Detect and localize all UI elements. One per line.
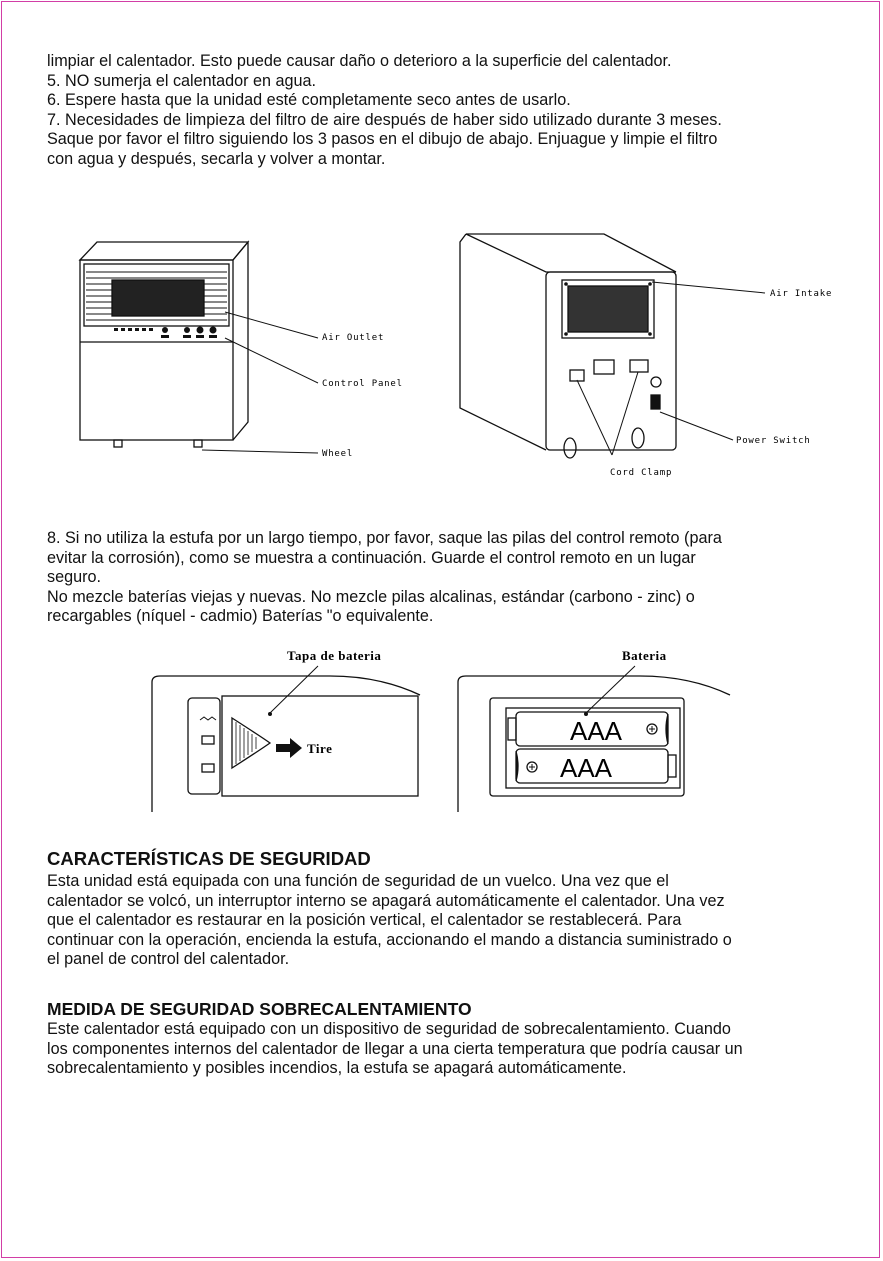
- wheel-label: Wheel: [322, 449, 354, 459]
- intro-line: 5. NO sumerja el calentador en agua.: [47, 71, 317, 90]
- battery-line: seguro.: [47, 568, 101, 586]
- air-outlet-label: Air Outlet: [322, 333, 385, 343]
- power-switch-label: Power Switch: [736, 436, 811, 446]
- safety-heading: CARACTERÍSTICAS DE SEGURIDAD: [47, 848, 371, 869]
- intro-line: Saque por favor el filtro siguiendo los 3 pasos en el dibujo de abajo. Enjuague y limpie el filtro: [47, 130, 718, 148]
- control-panel-label: Control Panel: [322, 379, 403, 389]
- intro-paragraph: [47, 52, 847, 169]
- safety-line: que el calentador es restaurar en la posición vertical, el calentador se restablecerá. Para: [47, 911, 682, 929]
- safety-line: Esta unidad está equipada con una función de seguridad de un vuelco. Una vez que el: [47, 872, 669, 890]
- cord-clamp-label: Cord Clamp: [610, 468, 673, 478]
- battery-paragraph: [47, 529, 847, 627]
- air-intake-label: Air Intake: [770, 289, 833, 299]
- intro-line: limpiar el calentador. Esto puede causar daño o deterioro a la superficie del calentador.: [47, 52, 672, 70]
- safety-line: continuar con la operación, encienda la estufa, accionando el mando a distancia suministrado o: [47, 930, 732, 949]
- heater-front-illustration: [80, 242, 248, 447]
- overheat-heading: MEDIDA DE SEGURIDAD SOBRECALENTAMIENTO: [47, 999, 472, 1019]
- heater-back-illustration: [460, 234, 676, 458]
- overheat-line: los componentes internos del calentador de llegar a una cierta temperatura que podría causar un: [47, 1039, 743, 1058]
- pull-label: Tire: [307, 741, 333, 756]
- battery-line: recargables (níquel - cadmio) Baterías "o equivalente.: [47, 607, 434, 625]
- heater-diagram: [0, 220, 883, 490]
- remote-with-cover: [152, 676, 420, 812]
- intro-line: 7. Necesidades de limpieza del filtro de aire después de haber sido utilizado durante 3 meses.: [47, 110, 722, 129]
- battery-cover-label: Tapa de bateria: [287, 648, 382, 663]
- safety-paragraph: [47, 872, 847, 970]
- battery-line: No mezcle baterías viejas y nuevas. No mezcle pilas alcalinas, estándar (carbono - zinc) o: [47, 587, 695, 606]
- battery-label: Bateria: [622, 648, 667, 663]
- battery-line: evitar la corrosión), como se muestra a continuación. Guarde el control remoto en un lugar: [47, 548, 696, 567]
- intro-line: con agua y después, secarla y volver a montar.: [47, 149, 386, 168]
- battery-type-bottom: AAA: [560, 753, 613, 783]
- overheat-paragraph: [47, 1020, 847, 1079]
- safety-line: calentador se volcó, un interruptor interno se apagará automáticamente el calentador. Una vez: [47, 891, 725, 910]
- overheat-line: sobrecalentamiento y posibles incendios, la estufa se apagará automáticamente.: [47, 1059, 627, 1077]
- safety-line: el panel de control del calentador.: [47, 950, 290, 968]
- battery-type-top: AAA: [570, 716, 623, 746]
- battery-line: 8. Si no utiliza la estufa por un largo tiempo, por favor, saque las pilas del control remoto (para: [47, 529, 722, 547]
- remote-battery-diagram: [0, 640, 883, 825]
- intro-line: 6. Espere hasta que la unidad esté completamente seco antes de usarlo.: [47, 91, 571, 109]
- overheat-line: Este calentador está equipado con un dispositivo de seguridad de sobrecalentamiento. Cuando: [47, 1020, 731, 1038]
